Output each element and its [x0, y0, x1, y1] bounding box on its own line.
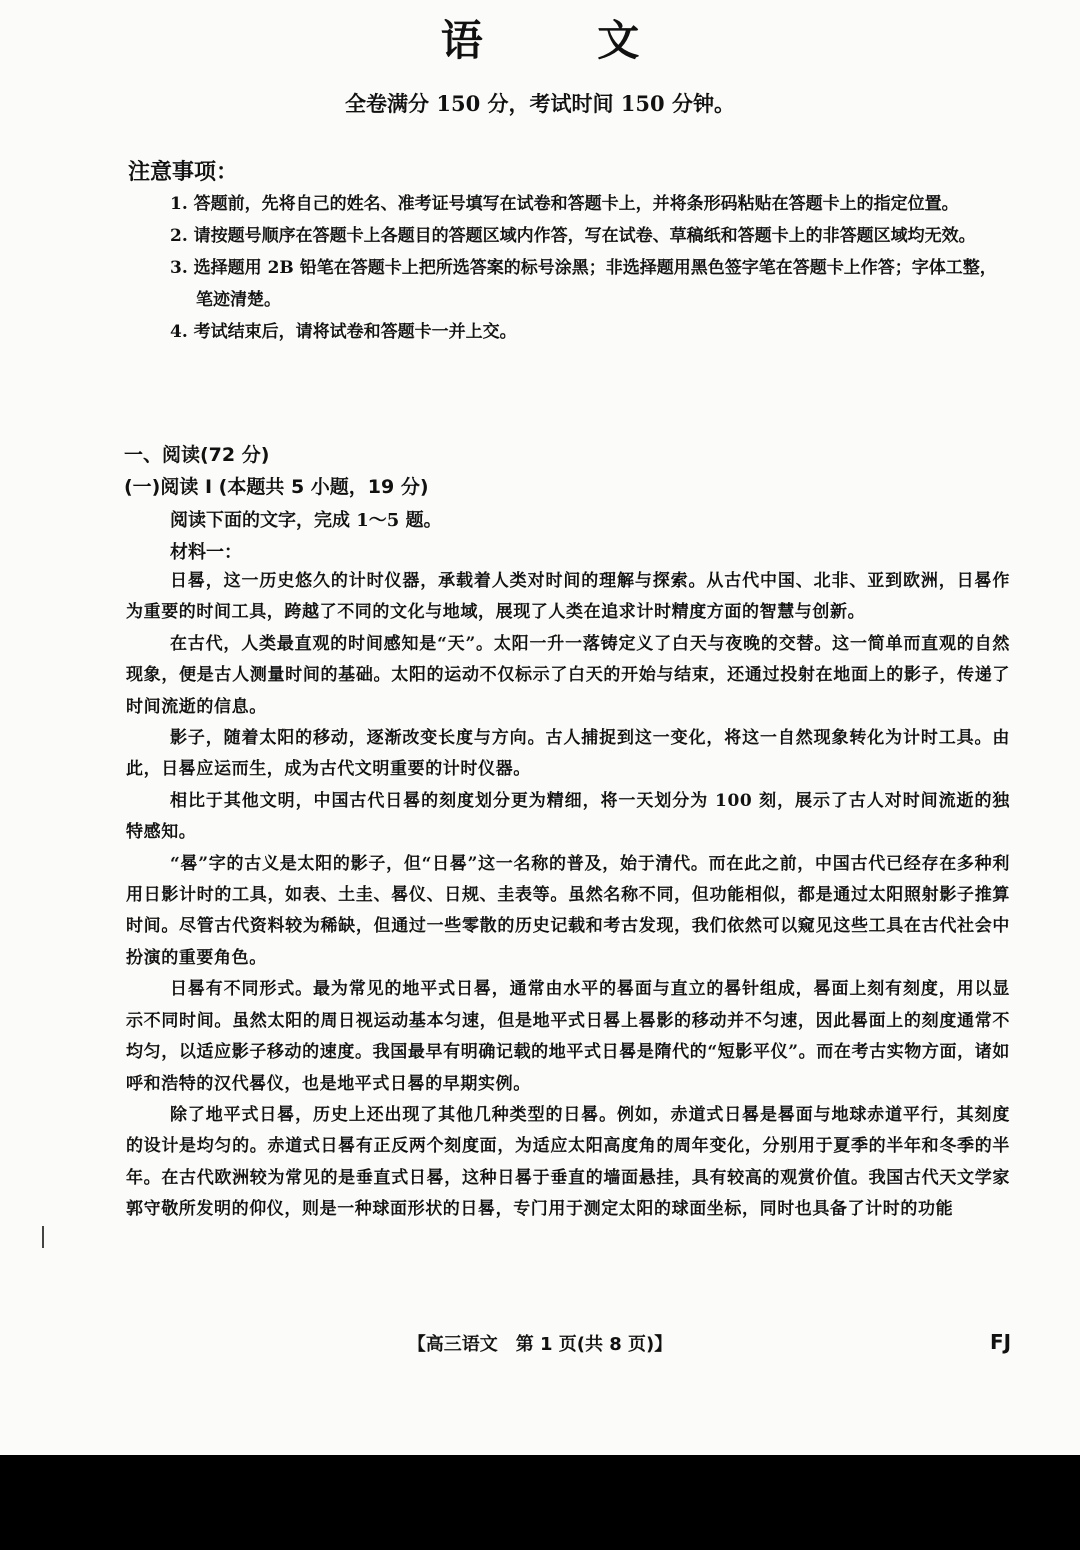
- exam-title: 语 文: [440, 16, 690, 65]
- material-label: 材料一：: [170, 542, 242, 563]
- passage-paragraph: “晷”字的古义是太阳的影子，但“日晷”这一名称的普及，始于清代。而在此之前，中国古代已经存在多种利用日影计时的工具，如表、土圭、晷仪、日规、圭表等。虽然名称不同，但功能相似，都是通过太阳照射影子推算时间。尽管古代资料较为稀缺，但通过一些零散的历史记载和考古发现，我们依然可以窥见这些工具在古代社会中扮演的重要角色。: [126, 853, 1010, 968]
- notes-heading: 注意事项：: [128, 160, 239, 185]
- section-title: 一、阅读(72 分): [124, 444, 270, 466]
- page-footer: 【高三语文 第 1 页(共 8 页)】: [407, 1334, 673, 1355]
- scan-mark: [42, 1226, 44, 1248]
- exam-score-time: 全卷满分 150 分，考试时间 150 分钟。: [345, 91, 735, 116]
- note-item: 2. 请按题号顺序在答题卡上各题目的答题区域内作答，写在试卷、草稿纸和答题卡上的非答题区域均无效。: [170, 226, 976, 246]
- passage-paragraph: 日晷，这一历史悠久的计时仪器，承载着人类对时间的理解与探索。从古代中国、北非、亚到欧洲，日晷作为重要的时间工具，跨越了不同的文化与地域，展现了人类在追求计时精度方面的智慧与创新。: [126, 571, 1010, 623]
- passage-paragraph: 影子，随着太阳的移动，逐渐改变长度与方向。古人捕捉到这一变化，将这一自然现象转化为计时工具。由此，日晷应运而生，成为古代文明重要的计时仪器。: [126, 728, 1010, 780]
- passage-paragraph: 相比于其他文明，中国古代日晷的刻度划分更为精细，将一天划分为 100 刻，展示了古人对时间流逝的独特感知。: [126, 790, 1010, 843]
- passage-paragraph: 除了地平式日晷，历史上还出现了其他几种类型的日晷。例如，赤道式日晷是晷面与地球赤道平行，其刻度的设计是均匀的。赤道式日晷有正反两个刻度面，为适应太阳高度角的周年变化，分别用于夏季的半年和冬季的半年。在古代欧洲较为常见的是垂直式日晷，这种日晷于垂直的墙面悬挂，具有较高的观赏价值。我国古代天文学家郭守敬所发明的仰仪，则是一种球面形状的日晷，专门用于测定太阳的球面坐标，同时也具备了计时的功能: [126, 1104, 1010, 1220]
- notes-list: [170, 188, 1010, 348]
- note-item: 3. 选择题用 2B 铅笔在答题卡上把所选答案的标号涂黑；非选择题用黑色签字笔在答题卡上作答；字体工整，笔迹清楚。: [170, 258, 997, 310]
- note-item: 1. 答题前，先将自己的姓名、准考证号填写在试卷和答题卡上，并将条形码粘贴在答题卡上的指定位置。: [170, 194, 959, 214]
- subsection-title: (一)阅读 I (本题共 5 小题，19 分): [124, 476, 429, 498]
- passage-paragraph: 日晷有不同形式。最为常见的地平式日晷，通常由水平的晷面与直立的晷针组成，晷面上刻有刻度，用以显示不同时间。虽然太阳的周日视运动基本匀速，但是地平式日晷上晷影的移动并不匀速，因此晷面上的刻度通常不均匀，以适应影子移动的速度。我国最早有明确记载的地平式日晷是隋代的“短影平仪”。而在考古实物方面，诸如呼和浩特的汉代晷仪，也是地平式日晷的早期实例。: [126, 979, 1010, 1094]
- note-item: 4. 考试结束后，请将试卷和答题卡一并上交。: [170, 322, 517, 342]
- passage-paragraph: 在古代，人类最直观的时间感知是“天”。太阳一升一落铸定义了白天与夜晚的交替。这一简单而直观的自然现象，便是古人测量时间的基础。太阳的运动不仅标示了白天的开始与结束，还通过投射在地面上的影子，传递了时间流逝的信息。: [126, 633, 1010, 717]
- region-code: FJ: [990, 1330, 1012, 1354]
- reading-instruction: 阅读下面的文字，完成 1～5 题。: [170, 510, 442, 531]
- bottom-black-band: [0, 1455, 1080, 1550]
- reading-passage: [126, 566, 1010, 1226]
